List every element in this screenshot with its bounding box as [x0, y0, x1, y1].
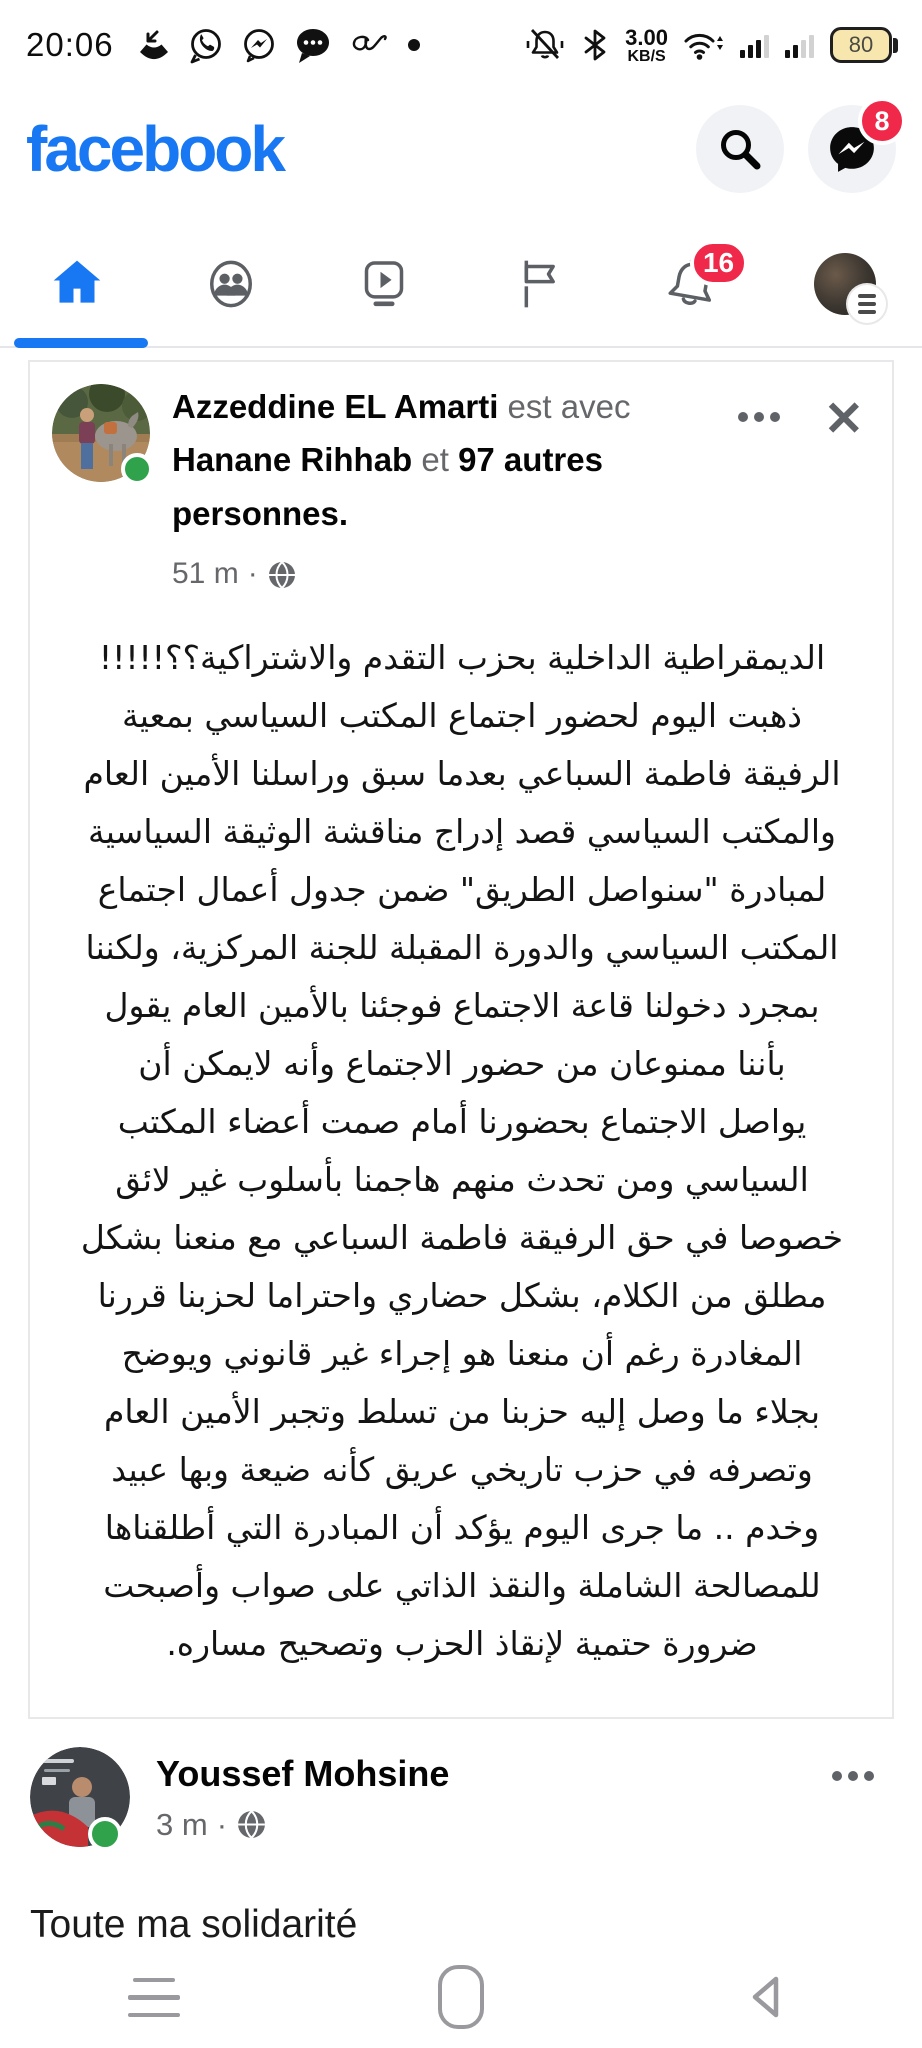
- post-text-line: للمصالحة الشاملة والنقذ الذاتي على صواب وأصبحت: [103, 1565, 821, 1605]
- comment-timestamp: [156, 1807, 449, 1843]
- missed-call-icon: [136, 27, 172, 63]
- friends-icon: [203, 256, 259, 312]
- notification-dot-icon: [407, 38, 421, 52]
- post-text-line: السياسي ومن تحدث منهم هاجمنا بأسلوب غير لائق: [115, 1159, 809, 1199]
- online-indicator: [88, 1817, 122, 1851]
- post-text-line: الديمقراطية الداخلية بحزب التقدم والاشتراكية؟؟!!!!!: [98, 637, 826, 677]
- bluetooth-icon: [578, 26, 612, 64]
- post-connector: est avec: [498, 387, 631, 425]
- comment-more-button[interactable]: [832, 1747, 888, 1781]
- comment-author-avatar[interactable]: [30, 1747, 130, 1847]
- wifi-icon: [681, 28, 727, 62]
- post-text-line: مطلق من الكلام، بشكل حضاري واحتراما لحزبنا قررنا: [97, 1275, 827, 1315]
- messenger-button[interactable]: [808, 105, 896, 193]
- comment-section: [0, 1719, 922, 1947]
- home-button[interactable]: [307, 1965, 614, 2029]
- battery-indicator: [830, 27, 892, 63]
- post-text-line: بمجرد دخولنا قاعة الاجتماع فوجئنا بالأمين العام يقول: [104, 985, 820, 1025]
- post-text-line: ذهبت اليوم لحضور اجتماع المكتب السياسي بمعية: [122, 695, 802, 735]
- post-text-line: الرفيقة فاطمة السباعي بعدما سبق وراسلنا الأمين العام: [83, 753, 841, 793]
- recents-button[interactable]: [0, 1978, 307, 2018]
- post-text-line: خصوصا في حق الرفيقة فاطمة السباعي مع منعنا بشكل: [80, 1217, 844, 1257]
- status-notification-icons: [136, 25, 421, 65]
- post-text-line: المكتب السياسي والدورة المقبلة للجنة المركزية، ولكننا: [85, 927, 839, 967]
- post-time: 51 m: [172, 557, 239, 591]
- post-text-line: وخدم .. ما جرى اليوم يؤكد أن المبادرة التي أطلقناها: [104, 1507, 820, 1547]
- online-indicator: [121, 453, 153, 485]
- flag-icon: [510, 256, 566, 312]
- signal-sim1-icon: [740, 30, 772, 60]
- close-icon[interactable]: ✕: [823, 392, 864, 446]
- android-nav-bar: [0, 1947, 922, 2048]
- globe-icon: [236, 1809, 267, 1840]
- profile-avatar: [814, 253, 876, 315]
- post-text-line: المغادرة رغم أن منعنا هو إجراء غير قانوني ويوضح: [121, 1333, 803, 1373]
- signature-app-icon: [348, 30, 392, 60]
- tab-notifications[interactable]: [615, 222, 769, 346]
- post-body: [52, 629, 872, 1673]
- post-connector2: et: [412, 441, 459, 479]
- search-icon: [716, 125, 764, 173]
- status-bar: [0, 0, 922, 77]
- facebook-header: [0, 77, 922, 222]
- post-author-line: [172, 380, 658, 599]
- post-text-line: يواصل الاجتماع بحضورنا أمام صمت أعضاء المكتب: [117, 1101, 807, 1141]
- post-timestamp: [172, 550, 658, 599]
- globe-icon: [267, 560, 297, 590]
- status-system-icons: [525, 26, 898, 66]
- post-more-button[interactable]: [738, 396, 780, 422]
- messenger-badge: 8: [858, 97, 906, 145]
- messenger-status-icon: [240, 26, 278, 64]
- notifications-badge: 16: [690, 240, 748, 286]
- post-text-line: وتصرفه في حزب تاريخي عريق كأنه ضيعة وبها عبيد: [111, 1449, 813, 1489]
- tab-friends[interactable]: [154, 222, 308, 346]
- dot-separator: ·: [247, 557, 258, 591]
- network-speed-value: 3.00: [625, 24, 668, 50]
- comment-time: 3 m: [156, 1806, 208, 1842]
- search-button[interactable]: [696, 105, 784, 193]
- post-text-line: بأننا ممنوعان من حضور الاجتماع وأنه لايمكن أن: [138, 1043, 786, 1083]
- network-speed-unit: KB/S: [627, 47, 666, 65]
- recents-icon: [128, 1978, 180, 2018]
- signal-sim2-icon: [785, 30, 817, 60]
- tab-pages[interactable]: [461, 222, 615, 346]
- post-author-name[interactable]: Azzeddine EL Amarti: [172, 387, 499, 425]
- chat-bubble-icon: [293, 25, 333, 65]
- post-text-line: والمكتب السياسي قصد إدراج مناقشة الوثيقة السياسية: [88, 811, 836, 851]
- post-tagged-name[interactable]: Hanane Rihhab: [172, 441, 413, 479]
- mute-vibrate-icon: [525, 26, 565, 64]
- post-header: [52, 380, 872, 599]
- tab-home[interactable]: [0, 222, 154, 346]
- post-period: .: [338, 494, 349, 532]
- dot-separator: ·: [216, 1806, 228, 1842]
- post-text-line: لمبادرة "سنواصل الطريق" ضمن جدول أعمال اجتماع: [97, 869, 827, 909]
- watch-icon: [356, 256, 412, 312]
- post-others-link[interactable]: 97 autres personnes: [172, 441, 603, 532]
- whatsapp-icon: [187, 26, 225, 64]
- post-text-line: بجلاء ما وصل إليه حزبنا من تسلط وتجبر الأمين العام: [103, 1391, 821, 1431]
- post-text-line: ضرورة حتمية لإنقاذ الحزب وتصحيح مساره.: [166, 1623, 758, 1663]
- comment-author-name[interactable]: Youssef Mohsine: [156, 1752, 450, 1794]
- tab-profile[interactable]: [768, 222, 922, 346]
- post-author-avatar[interactable]: [52, 384, 150, 482]
- home-icon: [49, 256, 105, 312]
- back-icon: [742, 1971, 794, 2023]
- post-card: [28, 360, 894, 1719]
- menu-icon: [848, 285, 886, 323]
- status-time: 20:06: [26, 26, 114, 64]
- network-speed: [625, 26, 668, 66]
- tab-watch[interactable]: [307, 222, 461, 346]
- tab-bar: [0, 222, 922, 348]
- facebook-logo: facebook: [26, 113, 283, 186]
- back-button[interactable]: [615, 1971, 922, 2023]
- comment-text: Toute ma solidarité: [30, 1902, 358, 1946]
- home-nav-icon: [438, 1965, 484, 2029]
- battery-percent: 80: [848, 32, 874, 58]
- active-tab-indicator: [14, 338, 148, 348]
